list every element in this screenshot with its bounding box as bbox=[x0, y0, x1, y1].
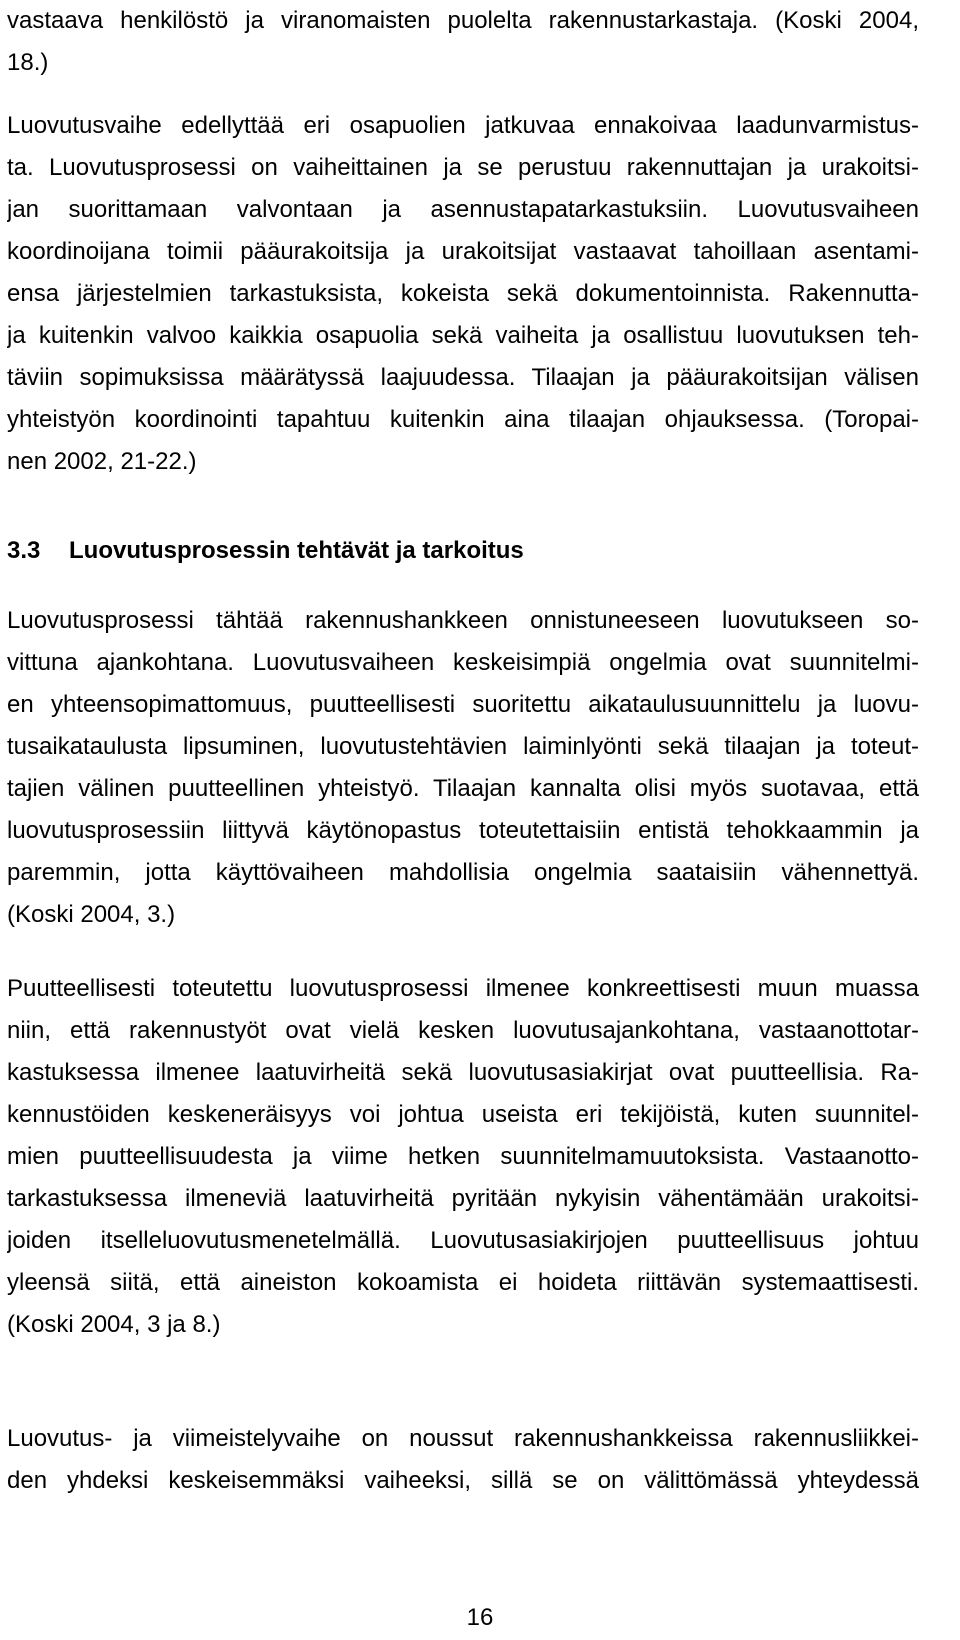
paragraph-1 bbox=[7, 0, 919, 84]
text-line: yhteistyön koordinointi tapahtuu kuitenkin aina tilaajan ohjauksessa. (Toropai- bbox=[7, 406, 919, 433]
text-line: nen 2002, 21-22.) bbox=[7, 448, 197, 475]
text-line: Luovutusprosessi tähtää rakennushankkeen onnistuneeseen luovutukseen so- bbox=[7, 607, 919, 634]
section-title: Luovutusprosessin tehtävät ja tarkoitus bbox=[69, 537, 524, 564]
text-line: vastaava henkilöstö ja viranomaisten puolelta rakennustarkastaja. (Koski 2004, bbox=[7, 7, 919, 34]
text-line: (Koski 2004, 3 ja 8.) bbox=[7, 1311, 221, 1338]
text-line: joiden itselleluovutusmenetelmällä. Luovutusasiakirjojen puutteellisuus johtuu bbox=[7, 1227, 919, 1254]
text-line: Puutteellisesti toteutettu luovutusprosessi ilmenee konkreettisesti muun muassa bbox=[7, 975, 919, 1002]
page-number: 16 bbox=[466, 1604, 494, 1631]
text-line: (Koski 2004, 3.) bbox=[7, 901, 176, 928]
text-line: ja kuitenkin valvoo kaikkia osapuolia sekä vaiheita ja osallistuu luovutuksen teh- bbox=[7, 322, 919, 349]
paragraph-4 bbox=[7, 968, 919, 1346]
text-line: Luovutus- ja viimeistelyvaihe on noussut rakennushankkeissa rakennusliikkei- bbox=[7, 1425, 919, 1452]
text-line: paremmin, jotta käyttövaiheen mahdollisia ongelmia saataisiin vähennettyä. bbox=[7, 859, 919, 886]
text-line: Luovutusvaihe edellyttää eri osapuolien jatkuvaa ennakoivaa laadunvarmistus- bbox=[7, 112, 919, 139]
paragraph-5 bbox=[7, 1418, 919, 1502]
text-line: 18.) bbox=[7, 49, 49, 76]
text-line: koordinoijana toimii pääurakoitsija ja urakoitsijat vastaavat tahoillaan asentami- bbox=[7, 238, 919, 265]
text-line: luovutusprosessiin liittyvä käytönopastus toteutettaisiin entistä tehokkaammin ja bbox=[7, 817, 919, 844]
section-heading bbox=[7, 528, 524, 574]
text-line: vittuna ajankohtana. Luovutusvaiheen keskeisimpiä ongelmia ovat suunnitelmi- bbox=[7, 649, 919, 676]
text-line: ensa järjestelmien tarkastuksista, kokeista sekä dokumentoinnista. Rakennutta- bbox=[7, 280, 919, 307]
text-line: den yhdeksi keskeisemmäksi vaiheeksi, sillä se on välittömässä yhteydessä bbox=[7, 1467, 919, 1494]
section-number: 3.3 bbox=[7, 537, 41, 564]
text-line: tarkastuksessa ilmeneviä laatuvirheitä pyritään nykyisin vähentämään urakoitsi- bbox=[7, 1185, 919, 1212]
text-line: kastuksessa ilmenee laatuvirheitä sekä luovutusasiakirjat ovat puutteellisia. Ra- bbox=[7, 1059, 919, 1086]
text-line: en yhteensopimattomuus, puutteellisesti suoritettu aikataulusuunnittelu ja luovu- bbox=[7, 691, 919, 718]
text-line: tajien välinen puutteellinen yhteistyö. Tilaajan kannalta olisi myös suotavaa, että bbox=[7, 775, 919, 802]
text-line: kennustöiden keskeneräisyys voi johtua useista eri tekijöistä, kuten suunnitel- bbox=[7, 1101, 919, 1128]
text-line: yleensä siitä, että aineiston kokoamista ei hoideta riittävän systemaattisesti. bbox=[7, 1269, 919, 1296]
text-line: ta. Luovutusprosessi on vaiheittainen ja se perustuu rakennuttajan ja urakoitsi- bbox=[7, 154, 919, 181]
text-line: niin, että rakennustyöt ovat vielä kesken luovutusajankohtana, vastaanottotar- bbox=[7, 1017, 919, 1044]
paragraph-3 bbox=[7, 600, 919, 936]
text-line: mien puutteellisuudesta ja viime hetken suunnitelmamuutoksista. Vastaanotto- bbox=[7, 1143, 919, 1170]
text-line: täviin sopimuksissa määrätyssä laajuudessa. Tilaajan ja pääurakoitsijan välisen bbox=[7, 364, 919, 391]
text-line: tusaikataulusta lipsuminen, luovutustehtävien laiminlyönti sekä tilaajan ja toteut- bbox=[7, 733, 919, 760]
text-line: jan suorittamaan valvontaan ja asennustapatarkastuksiin. Luovutusvaiheen bbox=[7, 196, 919, 223]
paragraph-2 bbox=[7, 105, 919, 483]
